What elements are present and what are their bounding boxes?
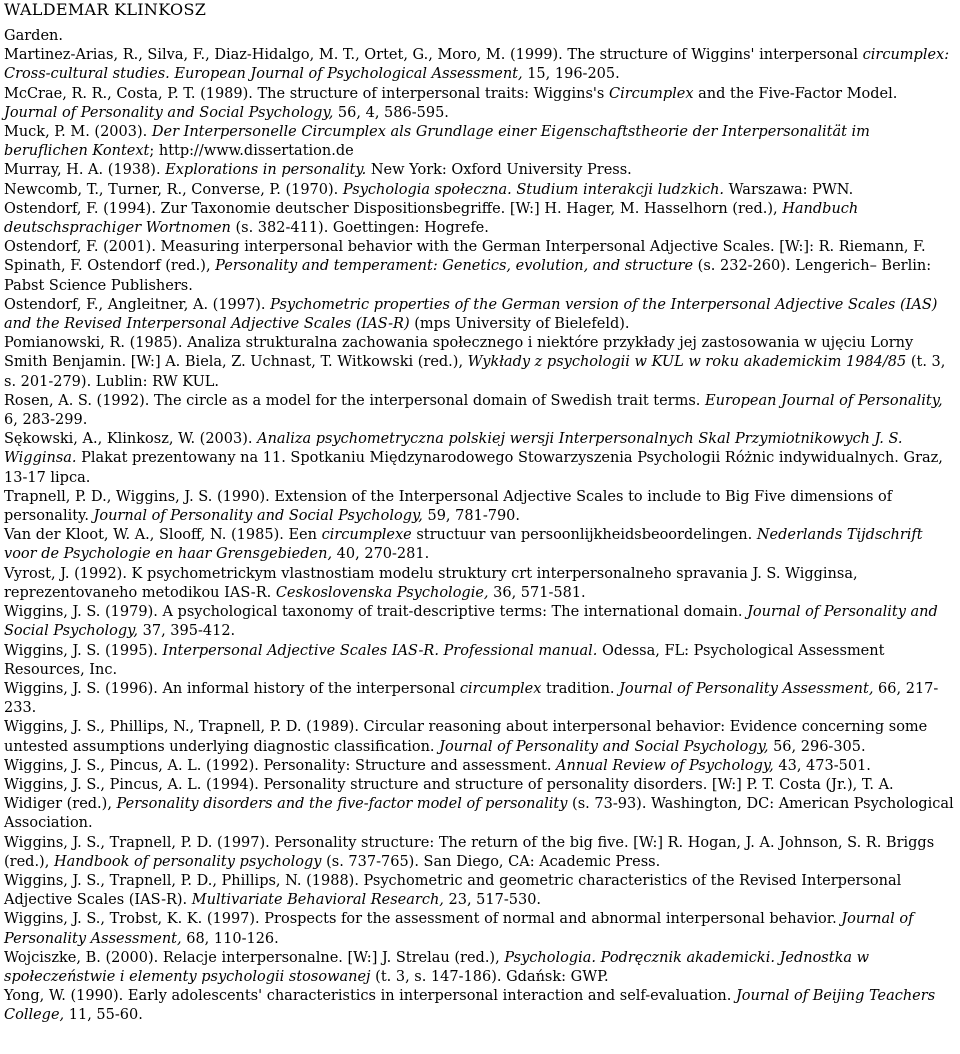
reference-italic-text: Explorations in personality. xyxy=(165,162,367,179)
reference-entry xyxy=(4,200,954,238)
reference-text: Wiggins, J. S., Trapnell, P. D., Phillips, N. (1988). Psychometric and geometric characteristics of the Revised Interpersonal Adjective Scales (IAS-R). xyxy=(4,872,902,909)
reference-text: Pomianowski, R. (1985). Analiza strukturalna zachowania społecznego i niektóre przykłady jej zastosowania w ujęciu Lorny Smith Benjamin. [W:] A. Biela, Z. Uchnast, T. Witkowski (red.), xyxy=(4,335,914,371)
reference-text: Wojciszke, B. (2000). Relacje interpersonalne. [W:] J. Strelau (red.), xyxy=(4,949,505,966)
reference-entry xyxy=(4,910,954,948)
reference-entry xyxy=(4,834,954,872)
reference-text: Wiggins, J. S. (1979). A psychological taxonomy of trait-descriptive terms: The international domain. xyxy=(4,604,748,621)
reference-entry xyxy=(4,85,954,123)
reference-entry xyxy=(4,757,954,776)
reference-italic-text: Journal of Personality Assessment, xyxy=(4,911,914,947)
reference-entry xyxy=(4,123,954,161)
reference-entry xyxy=(4,642,954,680)
reference-text: Newcomb, T., Turner, R., Converse, P. (1970). xyxy=(4,181,343,198)
reference-entry xyxy=(4,161,954,180)
reference-italic-text: Journal of Personality and Social Psychology, xyxy=(93,508,423,525)
reference-text: McCrae, R. R., Costa, P. T. (1989). The structure of interpersonal traits: Wiggins's xyxy=(4,85,609,102)
reference-text: Wiggins, J. S., Phillips, N., Trapnell, P. D. (1989). Circular reasoning about interpersonal behavior: Evidence concerning some untested assumptions underlying diagnostic classification. xyxy=(4,719,928,755)
reference-entry xyxy=(4,181,954,200)
reference-text: Odessa, FL: Psychological Assessment Resources, Inc. xyxy=(4,642,885,678)
reference-text: (mps University of Bielefeld). xyxy=(409,316,630,333)
reference-text: Warszawa: PWN. xyxy=(724,181,854,198)
reference-text: Murray, H. A. (1938). xyxy=(4,162,166,179)
reference-italic-text: Der Interpersonelle Circumplex als Grundlage einer Eigenschaftstheorie der Interpersonalität im beruflichen Kontext xyxy=(4,124,870,160)
reference-text: Trapnell, P. D., Wiggins, J. S. (1990). Extension of the Interpersonal Adjective Scales to include to Big Five dimensions of personality. xyxy=(4,488,893,525)
reference-text: ; http://www.dissertation.de xyxy=(149,143,354,160)
reference-entry xyxy=(4,565,954,603)
reference-italic-text: Personality disorders and the five-factor model of personality xyxy=(116,796,568,813)
reference-text: (t. 3, s. 147-186). Gdańsk: GWP. xyxy=(370,968,609,985)
reference-italic-text: Multivariate Behavioral Research, xyxy=(191,892,444,909)
reference-text: 56, 4, 586-595. xyxy=(333,104,449,121)
reference-italic-text: Journal of Beijing Teachers College, xyxy=(4,988,936,1024)
reference-entry xyxy=(4,488,954,526)
reference-text: 68, 110-126. xyxy=(181,930,279,947)
reference-text: Van der Kloot, W. A., Slooff, N. (1985). Een xyxy=(4,527,322,544)
reference-italic-text: circumplexe xyxy=(321,527,412,544)
reference-entry xyxy=(4,526,954,564)
reference-text: 56, 296-305. xyxy=(768,738,866,755)
reference-entry xyxy=(4,603,954,641)
reference-entry xyxy=(4,296,954,334)
reference-italic-text: Journal of Personality and Social Psychology, xyxy=(4,604,938,640)
reference-text: Garden. xyxy=(4,28,63,44)
reference-italic-text: Journal of Personality and Social Psychology, xyxy=(4,104,334,121)
reference-text: (s. 382-411). Goettingen: Hogrefe. xyxy=(230,220,489,237)
reference-text: 36, 571-581. xyxy=(488,584,586,601)
reference-entry xyxy=(4,27,954,46)
reference-text: (s. 737-765). San Diego, CA: Academic Press. xyxy=(321,853,661,870)
reference-list xyxy=(4,27,954,1026)
reference-text: 6, 283-299. xyxy=(4,412,88,429)
reference-text: 66, 217-233. xyxy=(4,680,939,717)
reference-text: Sękowski, A., Klinkosz, W. (2003). xyxy=(4,431,258,448)
reference-text: 23, 517-530. xyxy=(443,892,542,909)
reference-text: Wiggins, J. S., Pincus, A. L. (1992). Personality: Structure and assessment. xyxy=(4,757,557,774)
reference-text: Rosen, A. S. (1992). The circle as a model for the interpersonal domain of Swedish trait terms. xyxy=(4,392,706,409)
reference-entry xyxy=(4,334,954,392)
reference-italic-text: Annual Review of Psychology, xyxy=(556,757,774,774)
reference-italic-text: Psychologia. Podręcznik akademicki. Jednostka w społeczeństwie i elementy psychologii stosowanej xyxy=(4,949,870,985)
reference-text: 11, 55-60. xyxy=(64,1007,143,1024)
reference-text: Wiggins, J. S., Trobst, K. K. (1997). Prospects for the assessment of normal and abnormal interpersonal behavior. xyxy=(4,911,842,928)
reference-entry xyxy=(4,392,954,430)
reference-text: 37, 395-412. xyxy=(138,623,236,640)
reference-text: tradition. xyxy=(541,680,620,697)
reference-text: Wiggins, J. S., Pincus, A. L. (1994). Personality structure and structure of personality disorders. [W:] P. T. Costa (Jr.), T. A. Widiger (red.), xyxy=(4,776,894,813)
reference-text: (t. 3, s. 201-279). Lublin: RW KUL. xyxy=(4,354,946,390)
reference-entry xyxy=(4,718,954,756)
reference-italic-text: Psychometric properties of the German version of the Interpersonal Adjective Scales (IAS) and the Revised Interpersonal Adjective Scales (IAS-R) xyxy=(4,296,938,333)
reference-text: Yong, W. (1990). Early adolescents' characteristics in interpersonal interaction and self-evaluation. xyxy=(4,988,736,1005)
reference-italic-text: Journal of Personality and Social Psychology, xyxy=(439,738,769,755)
reference-text: Ostendorf, F. (2001). Measuring interpersonal behavior with the German Interpersonal Adjective Scales. [W:]: R. Riemann, F. Spinath, F. Ostendorf (red.), xyxy=(4,239,926,275)
reference-italic-text: circumplex: Cross-cultural studies. European Journal of Psychological Assessment, xyxy=(4,47,950,83)
reference-entry xyxy=(4,46,954,84)
reference-italic-text: Ceskoslovenska Psychologie, xyxy=(275,584,489,601)
reference-entry xyxy=(4,238,954,296)
reference-text: Wiggins, J. S., Trapnell, P. D. (1997). Personality structure: The return of the big five. [W:] R. Hogan, J. A. Johnson, S. R. Briggs (red.), xyxy=(4,834,935,870)
reference-text: (s. 73-93). Washington, DC: American Psychological Association. xyxy=(4,796,954,832)
reference-text: 59, 781-790. xyxy=(422,508,521,525)
reference-text: and the Five-Factor Model. xyxy=(693,85,898,102)
reference-entry xyxy=(4,776,954,834)
reference-text: Martinez-Arias, R., Silva, F., Diaz-Hidalgo, M. T., Ortet, G., Moro, M. (1999). The structure of Wiggins' interpersonal xyxy=(4,47,863,64)
reference-text: New York: Oxford University Press. xyxy=(366,162,632,179)
reference-text: Plakat prezentowany na 11. Spotkaniu Międzynarodowego Stowarzyszenia Psychologii Różnic indywidualnych. Graz, 13-17 lipca. xyxy=(4,450,943,486)
reference-text: Ostendorf, F. (1994). Zur Taxonomie deutscher Dispositionsbegriffe. [W:] H. Hager, M. Hasselhorn (red.), xyxy=(4,200,783,217)
reference-text: Ostendorf, F., Angleitner, A. (1997). xyxy=(4,296,271,313)
reference-italic-text: circumplex xyxy=(459,680,542,697)
reference-text: Vyrost, J. (1992). K psychometrickym vlastnostiam modelu struktury crt interpersonalneho spravania J. S. Wigginsa, reprezentovaneho metodikou IAS-R. xyxy=(4,565,858,601)
reference-entry xyxy=(4,987,954,1025)
reference-text: 40, 270-281. xyxy=(332,546,430,563)
reference-italic-text: Interpersonal Adjective Scales IAS-R. Professional manual. xyxy=(162,642,598,659)
reference-text: 43, 473-501. xyxy=(773,757,871,774)
reference-italic-text: Handbuch deutschsprachiger Wortnomen xyxy=(4,200,859,237)
reference-italic-text: European Journal of Personality, xyxy=(705,392,943,409)
reference-entry xyxy=(4,680,954,718)
reference-entry xyxy=(4,430,954,488)
reference-italic-text: Journal of Personality Assessment, xyxy=(619,680,874,697)
reference-text: Wiggins, J. S. (1996). An informal history of the interpersonal xyxy=(4,680,460,697)
reference-entry xyxy=(4,949,954,987)
reference-text: (s. 232-260). Lengerich– Berlin: Pabst Science Publishers. xyxy=(4,258,932,294)
reference-text: Wiggins, J. S. (1995). xyxy=(4,642,163,659)
reference-italic-text: Handbook of personality psychology xyxy=(53,853,322,870)
reference-italic-text: Personality and temperament: Genetics, evolution, and structure xyxy=(215,258,694,275)
reference-italic-text: Circumplex xyxy=(608,85,694,102)
reference-italic-text: Wykłady z psychologii w KUL w roku akademickim 1984/85 xyxy=(467,354,907,371)
reference-entry xyxy=(4,872,954,910)
reference-italic-text: Analiza psychometryczna polskiej wersji Interpersonalnych Skal Przymiotnikowych J. S. Wigginsa. xyxy=(4,431,903,467)
running-header: WALDEMAR KLINKOSZ xyxy=(4,0,207,19)
reference-text: Muck, P. M. (2003). xyxy=(4,124,152,141)
reference-italic-text: Psychologia społeczna. Studium interakcji ludzkich. xyxy=(342,181,725,198)
reference-text: structuur van persoonlijkheidsbeoordelingen. xyxy=(411,527,757,544)
reference-text: 15, 196-205. xyxy=(522,66,620,83)
reference-italic-text: Nederlands Tijdschrift voor de Psychologie en haar Grensgebieden, xyxy=(4,527,923,563)
